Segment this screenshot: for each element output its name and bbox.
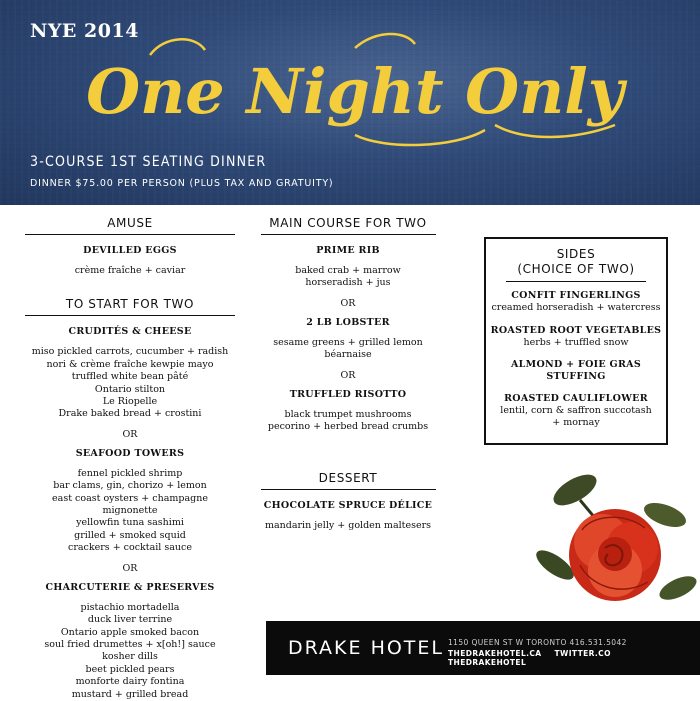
footer-bar <box>266 621 700 675</box>
headline-text: One Night Only <box>86 55 624 128</box>
hotel-name: DRAKE HOTEL <box>288 637 445 659</box>
dish-line: pecorino + herbed bread crumbs <box>267 421 429 433</box>
side-line: creamed horseradish + watercress <box>491 302 661 313</box>
sides-heading-line: (CHOICE OF TWO) <box>517 262 635 276</box>
dish-line: soul fried drumettes + x[oh!] sauce <box>44 638 216 650</box>
dish-line: yellowfin tuna sashimi <box>76 517 184 529</box>
side-item <box>486 359 666 382</box>
dish-title: SEAFOOD TOWERS <box>75 447 185 459</box>
subtitle: 3-COURSE 1ST SEATING DINNER <box>30 154 267 170</box>
side-item <box>486 325 666 349</box>
dish-line: mandarin jelly + golden maltesers <box>264 520 431 532</box>
website-link[interactable]: THEDRAKEHOTEL.CA <box>448 649 542 658</box>
rose-illustration <box>520 470 700 620</box>
dish-line: baked crab + marrow <box>295 265 401 276</box>
sides-box <box>484 237 668 445</box>
event-title: NYE 2014 <box>30 20 139 42</box>
dish-line: pistachio mortadella <box>80 601 180 613</box>
side-line: herbs + truffled snow <box>523 336 629 348</box>
social-handle[interactable]: THEDRAKEHOTEL <box>448 658 527 667</box>
dish-line: Drake baked bread + crostini <box>58 408 202 420</box>
sides-heading-line: SIDES <box>556 247 596 261</box>
section-heading-sides <box>506 247 646 282</box>
dish-line: fennel pickled shrimp <box>77 467 183 479</box>
dish-line: kosher dills <box>102 651 158 663</box>
section-heading-main-course: MAIN COURSE FOR TWO <box>261 216 436 235</box>
section-heading-amuse: AMUSE <box>25 216 235 235</box>
header-banner <box>0 0 700 205</box>
or-divider: OR <box>122 428 138 440</box>
headline-script <box>55 30 655 150</box>
section-heading-to-start: TO START FOR TWO <box>25 297 235 316</box>
dish-line: mignonette <box>102 505 158 517</box>
dish-line: black trumpet mushrooms <box>284 408 412 420</box>
side-title: ROASTED CAULIFLOWER <box>504 393 648 404</box>
dish-line: crème fraîche + caviar <box>74 265 186 276</box>
twitter-link[interactable]: TWITTER.CO <box>554 649 611 658</box>
hotel-address: 1150 QUEEN ST W TORONTO 416.531.5042 <box>448 638 627 647</box>
dish-line: sesame greens + grilled lemon <box>273 336 423 348</box>
dish-line: nori & crème fraîche kewpie mayo <box>46 358 214 370</box>
dish-title: PRIME RIB <box>316 245 380 256</box>
dish-title: DEVILLED EGGS <box>83 245 177 256</box>
section-heading-dessert: DESSERT <box>261 471 436 490</box>
dish-line: Ontario apple smoked bacon <box>60 626 200 638</box>
dish-line: east coast oysters + champagne <box>52 492 208 504</box>
side-line: lentil, corn & saffron succotash <box>500 405 652 416</box>
dish-line: horseradish + jus <box>305 277 391 289</box>
dish-title: CHOCOLATE SPRUCE DÉLICE <box>263 500 433 512</box>
dish-line: mustard + grilled bread <box>71 688 189 700</box>
side-title: ALMOND + FOIE GRAS <box>511 359 641 370</box>
side-item <box>486 290 666 314</box>
dish-line: beet pickled pears <box>85 663 175 675</box>
dish-title: CRUDITÉS & CHEESE <box>68 326 192 338</box>
dish-title: 2 LB LOBSTER <box>306 316 390 328</box>
dish-line: bar clams, gin, chorizo + lemon <box>53 480 207 492</box>
dish-line: truffled white bean pâté <box>71 371 189 383</box>
or-divider: OR <box>340 369 356 381</box>
or-divider: OR <box>340 297 356 309</box>
dish-line: Le Riopelle <box>102 396 158 408</box>
price-note: DINNER $75.00 PER PERSON (PLUS TAX AND GRATUITY) <box>30 178 334 189</box>
headline <box>55 30 655 150</box>
dish-line: béarnaise <box>324 349 372 361</box>
web-links <box>448 649 700 667</box>
dish-line: grilled + smoked squid <box>74 529 186 541</box>
dish-line: crackers + cocktail sauce <box>68 542 192 554</box>
dish-title: CHARCUTERIE & PRESERVES <box>45 581 215 593</box>
side-line: + mornay <box>552 416 600 428</box>
column-amuse-starters <box>15 216 245 701</box>
column-main-dessert <box>258 216 438 533</box>
side-title: STUFFING <box>546 371 606 382</box>
dish-title: TRUFFLED RISOTTO <box>289 388 407 400</box>
dish-line: miso pickled carrots, cucumber + radish <box>31 346 229 358</box>
or-divider: OR <box>122 562 138 574</box>
side-title: ROASTED ROOT VEGETABLES <box>490 324 662 336</box>
dish-line: Ontario stilton <box>94 383 166 395</box>
side-item <box>486 393 666 428</box>
dish-line: duck liver terrine <box>87 614 173 626</box>
side-title: CONFIT FINGERLINGS <box>511 290 641 301</box>
dish-line: monforte dairy fontina <box>75 676 185 688</box>
